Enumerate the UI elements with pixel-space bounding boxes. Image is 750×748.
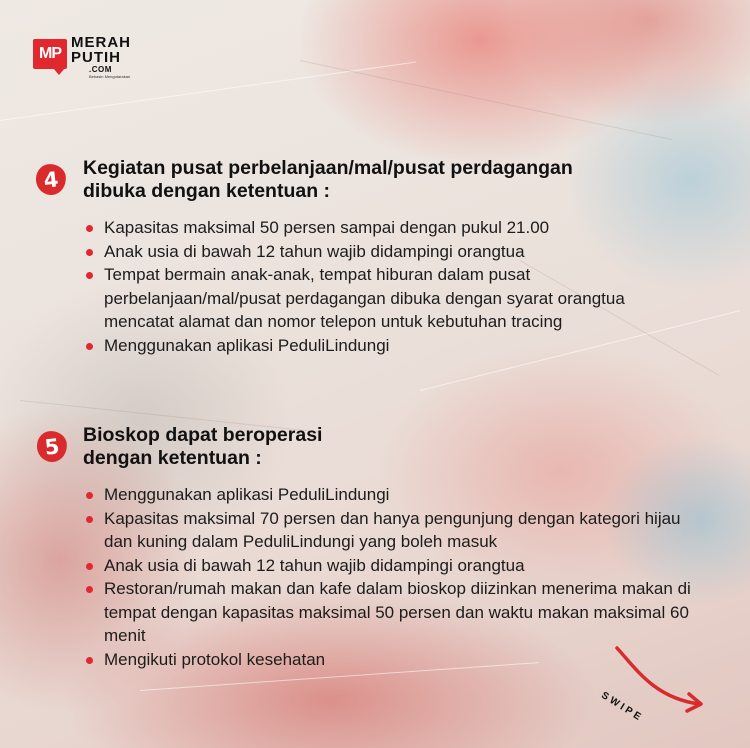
list-item: Tempat bermain anak-anak, tempat hiburan dalam pusat perbelanjaan/mal/pusat perdagangan dibuka dengan syarat orangtua mencatat alamat dan nomor telepon untuk kebutuhan tracing xyxy=(85,263,684,334)
logo-mark: MP xyxy=(33,39,67,69)
list-item: Anak usia di bawah 12 tahun wajib didampingi orangtua xyxy=(85,240,695,264)
list-item: Kapasitas maksimal 70 persen dan hanya pengunjung dengan kategori hijau dan kuning dalam PeduliLindungi yang boleh masuk xyxy=(85,507,694,554)
number-badge: 5 xyxy=(35,430,68,464)
list-item: Menggunakan aplikasi PeduliLindungi xyxy=(85,483,705,507)
requirements-list xyxy=(85,216,695,357)
paper-crease xyxy=(300,60,672,140)
swipe-label: SWIPE xyxy=(599,690,646,725)
logo-text-line2: PUTIH xyxy=(71,49,121,66)
list-item: Kapasitas maksimal 50 persen sampai dengan pukul 21.00 xyxy=(85,216,695,240)
logo-domain: .COM xyxy=(89,65,112,74)
section-heading xyxy=(83,424,322,470)
logo-text-line1: MERAH xyxy=(71,34,131,51)
list-item: Mengikuti protokol kesehatan xyxy=(85,648,705,672)
list-item: Anak usia di bawah 12 tahun wajib didampingi orangtua xyxy=(85,554,705,578)
number-badge: 4 xyxy=(34,163,67,197)
list-item: Menggunakan aplikasi PeduliLindungi xyxy=(85,334,695,358)
heading-line: dengan ketentuan : xyxy=(83,447,262,469)
section-heading xyxy=(83,157,573,203)
swipe-hint[interactable] xyxy=(595,640,725,730)
logo-tagline: Bebasin Mengutarakan xyxy=(89,74,131,79)
curved-arrow-right-icon xyxy=(595,640,725,730)
heading-line: Bioskop dapat beroperasi xyxy=(83,424,323,446)
brand-logo xyxy=(33,33,153,79)
heading-line: dibuka dengan ketentuan : xyxy=(83,180,331,202)
list-item: Restoran/rumah makan dan kafe dalam bioskop diizinkan menerima makan di tempat dengan kapasitas maksimal 50 persen dan waktu makan maksimal 60 menit xyxy=(85,577,704,648)
heading-line: Kegiatan pusat perbelanjaan/mal/pusat perdagangan xyxy=(83,157,573,179)
